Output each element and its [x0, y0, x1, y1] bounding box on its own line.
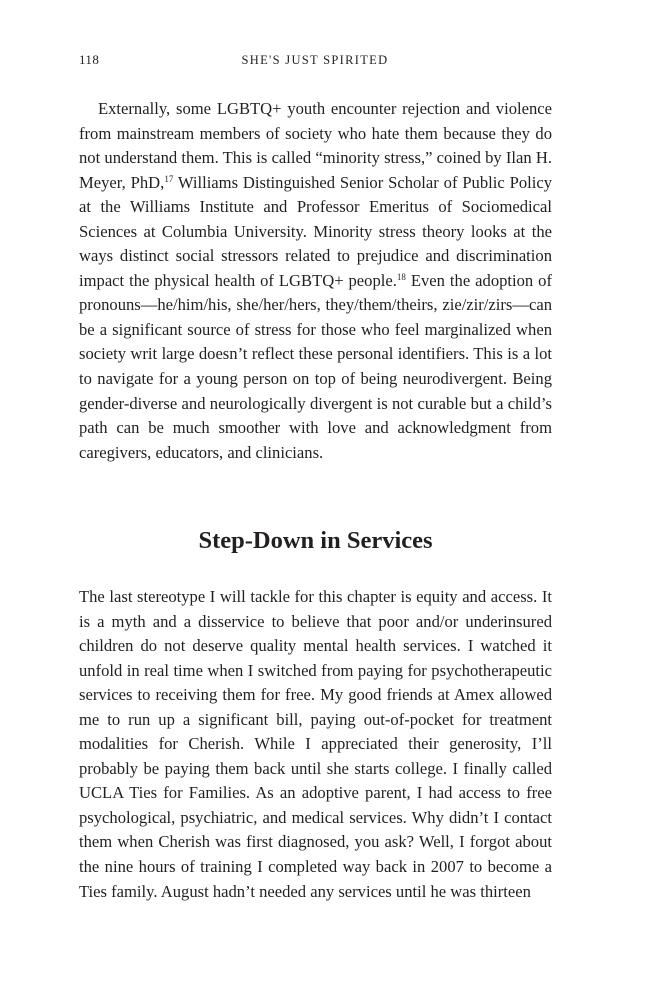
body-paragraph-1: [79, 97, 552, 465]
footnote-marker-18: 18: [396, 271, 406, 282]
paragraph-1-text-c: Even the adoption of pronouns—he/him/his, she/her/hers, they/them/theirs, zie/zir/zirs—can be a significant source of stress for those who feel marginalized when society writ large doesn’t reflect these personal identifiers. This is a lot to navigate for a young person on top of being neurodivergent. Being gender-diverse and neurologically divergent is not curable but a child’s path can be much smoother with love and acknowledgment from caregivers, educators, and clinicians.: [79, 270, 553, 462]
paragraph-1-text-b: Williams Distinguished Senior Scholar of Public Policy at the Williams Institute and Professor Emeritus of Sociomedical Sciences at Columbia University. Minority stress theory looks at the ways distinct social stressors related to prejudice and discrimination impact the physical health of LGBTQ+ people.: [79, 172, 552, 290]
body-paragraph-2: The last stereotype I will tackle for this chapter is equity and access. It is a myth and a disservice to believe that poor and/or underinsured children do not deserve quality mental health services. I watched it unfold in real time when I switched from paying for psychotherapeutic services to receiving them for free. My good friends at Amex allowed me to run up a significant bill, paying out-of-pocket for treatment modalities for Cherish. While I appreciated their generosity, I’ll probably be paying them back until she starts college. I finally called UCLA Ties for Families. As an adoptive parent, I had access to free psychological, psychiatric, and medical services. Why didn’t I contact them when Cherish was first diagnosed, you ask? Well, I forgot about the nine hours of training I completed way back in 2007 to become a Ties family. August hadn’t needed any services until he was thirteen: [79, 587, 552, 901]
section-heading: Step-Down in Services: [198, 527, 433, 554]
paragraph-1-text-a: Externally, some LGBTQ+ youth encounter rejection and violence from mainstream members of society who hate them because they do not understand them. This is called “minority stress,” coined by Ilan H. Meyer, PhD,: [79, 99, 552, 192]
page-number: 118: [79, 52, 100, 67]
footnote-marker-17: 17: [164, 173, 174, 184]
running-head-title: SHE'S JUST SPIRITED: [241, 53, 389, 67]
